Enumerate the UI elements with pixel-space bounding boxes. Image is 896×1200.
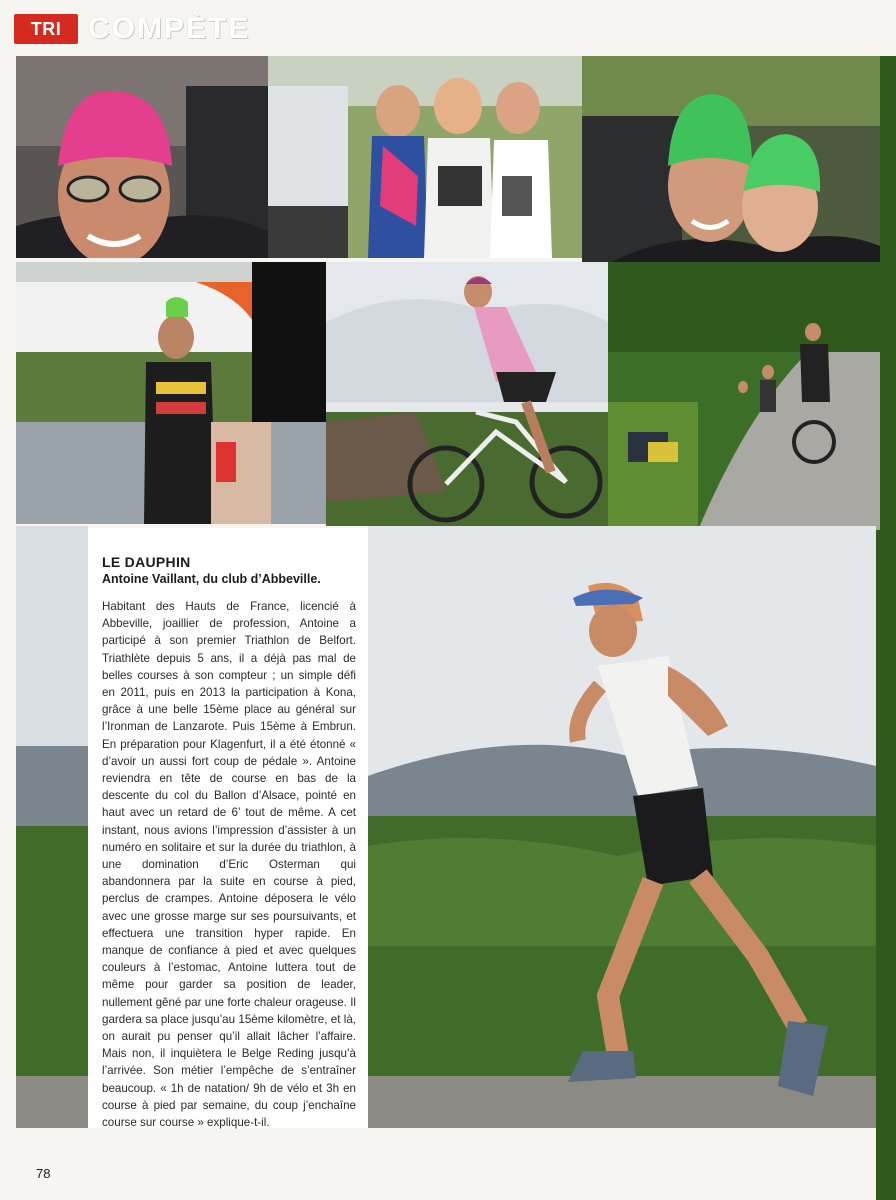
logo-text: TRI bbox=[30, 18, 62, 39]
photo-runner-main bbox=[368, 526, 876, 1128]
article-text-box bbox=[88, 528, 368, 1128]
page-header bbox=[0, 0, 896, 56]
article-title: LE DAUPHIN bbox=[102, 554, 191, 570]
photo-athlete-finish-line bbox=[16, 262, 326, 524]
article-subtitle: Antoine Vaillant, du club d’Abbeville. bbox=[102, 572, 321, 586]
page-number: 78 bbox=[36, 1166, 51, 1181]
article-body: Habitant des Hauts de France, licencié à Abbeville, joaillier de profession, Antoine a participé à son premier Triathlon de Belfort. Triathlète depuis 5 ans, il a déjà pas mal de belles courses à son compteur ; un simple défi en 2011, puis en 2013 la participation à Kona, grâce à une belle 15ème place au général sur l’Ironman de Lanzarote. Puis 15ème à Embrun. En préparation pour Klagenfurt, il a été étonné « d’avoir un aussi fort coup de pédale ». Antoine reviendra en tête de course en bas de la descente du col du Ballon d’Alsace, pointé en haut avec un retard de 6’ tout de même. A cet instant, nous avions l’impression d’assister à un numéro en solitaire et sur la durée du triathlon, à une domination d’Eric Osterman qui abandonnera par la suite en course à pied, perclus de crampes. Antoine déposera le vélo avec une grosse marge sur ses poursuivants, et effectuera une transition hyper rapide. En manque de confiance à pied et avec quelques couleurs à l’estomac, Antoine luttera tout de même pour garder sa position de leader, nullement gêné par une forte chaleur orageuse. Il gardera sa place jusqu’au 15ème kilomètre, et là, on aurait pu penser qu’il allait lâcher l’affaire. Mais non, il inquiètera le Belge Reding jusqu’à l’arrivée. Son métier l’empêche de s’entraîner beaucoup. « 1h de natation/ 9h de vélo et 3h en course à pied par semaine, du coup j’enchaîne course sur course » explique-t-il. bbox=[102, 600, 356, 1130]
photo-landscape-left-strip bbox=[16, 526, 88, 1128]
magazine-logo bbox=[14, 14, 78, 44]
photo-three-athletes bbox=[268, 56, 582, 258]
photo-swimmer-pink-cap bbox=[16, 56, 268, 258]
section-title: COMPÈTE bbox=[88, 12, 251, 45]
photo-cyclists-on-road bbox=[608, 262, 880, 530]
photo-two-swimmers-green-caps bbox=[582, 56, 880, 262]
photo-cyclist-climbing bbox=[326, 262, 608, 526]
